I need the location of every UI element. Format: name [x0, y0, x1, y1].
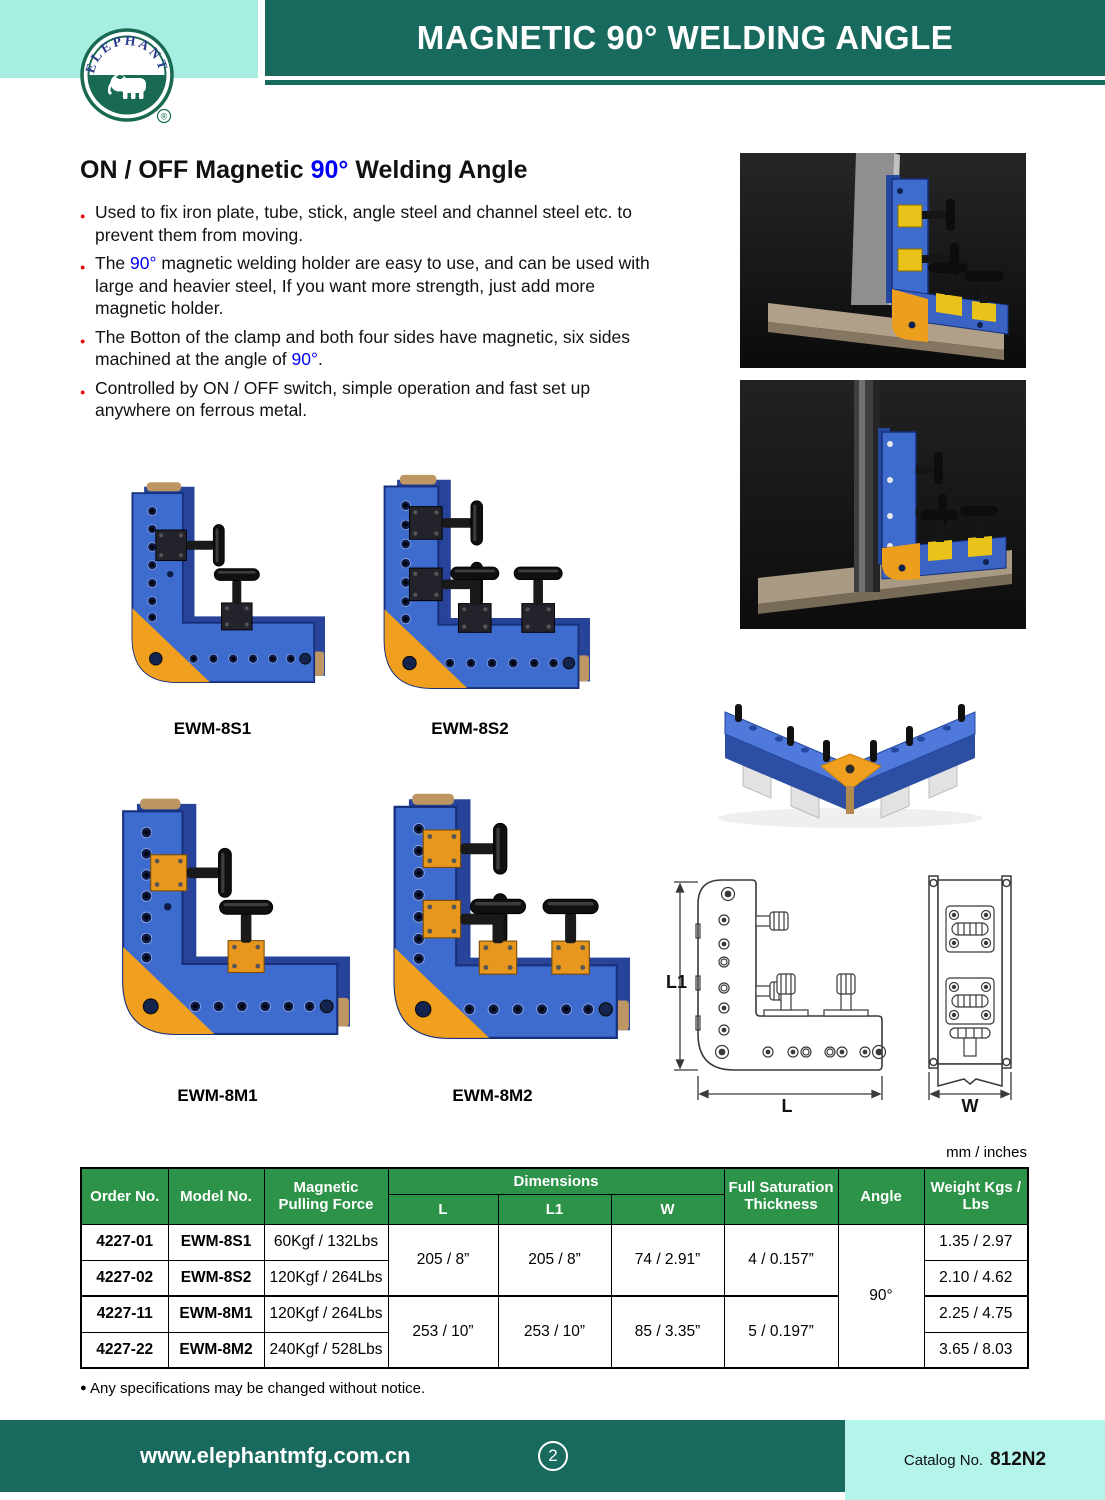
- cell-force: 120Kgf / 264Lbs: [264, 1260, 388, 1296]
- feature-list: [80, 201, 664, 428]
- col-header-model: Model No.: [168, 1168, 264, 1224]
- product-photo-ewm-8s1: [100, 472, 325, 719]
- brand-name: ELEPHANT: [82, 32, 172, 75]
- feature-item: ● The 90° magnetic welding holder are easy to use, and can be used with large and heavier steel, If you want more strength, just add more magnetic holder.: [80, 252, 664, 320]
- dim-label-l: L: [781, 1096, 793, 1114]
- feature-item: ● Controlled by ON / OFF switch, simple operation and fast set up anywhere on ferrous metal.: [80, 377, 664, 422]
- footnote-bullet: ●: [80, 1382, 87, 1394]
- feature-item: ● Used to fix iron plate, tube, stick, angle steel and channel steel etc. to prevent them from moving.: [80, 201, 664, 246]
- col-header-dimensions: Dimensions: [388, 1168, 724, 1194]
- col-header-l1: L1: [498, 1194, 611, 1224]
- dimension-drawing-side: [916, 866, 1024, 1119]
- feature-item: ● The Botton of the clamp and both four sides have magnetic, six sides machined at the angle of 90°.: [80, 326, 664, 371]
- col-header-thickness: Full Saturation Thickness: [724, 1168, 838, 1224]
- cell-thickness: 5 / 0.197”: [724, 1296, 838, 1368]
- catalog-block: [845, 1420, 1105, 1500]
- cell-model: EWM-8S1: [168, 1224, 264, 1260]
- header-bar: [265, 0, 1105, 76]
- product-label: EWM-8S2: [431, 719, 509, 738]
- col-header-order: Order No.: [81, 1168, 168, 1224]
- cell-thickness: 4 / 0.157”: [724, 1224, 838, 1296]
- cell-model: EWM-8S2: [168, 1260, 264, 1296]
- cell-dim-l1: 253 / 10”: [498, 1296, 611, 1368]
- website-url: www.elephantmfg.com.cn: [140, 1443, 411, 1468]
- cell-model: EWM-8M2: [168, 1332, 264, 1368]
- cell-force: 60Kgf / 132Lbs: [264, 1224, 388, 1260]
- product-label: EWM-8M1: [177, 1086, 258, 1105]
- unit-note: mm / inches: [946, 1144, 1027, 1161]
- catalog-number: 812N2: [990, 1449, 1047, 1470]
- cell-dim-w: 85 / 3.35”: [611, 1296, 724, 1368]
- brand-logo: [80, 28, 180, 128]
- page-title: MAGNETIC 90° WELDING ANGLE: [416, 19, 954, 56]
- svg-text:®: ®: [160, 111, 168, 122]
- col-header-angle: Angle: [838, 1168, 924, 1224]
- cell-order: 4227-01: [81, 1224, 168, 1260]
- cell-order: 4227-22: [81, 1332, 168, 1368]
- dim-label-w: W: [961, 1096, 979, 1114]
- cell-dim-l: 253 / 10”: [388, 1296, 498, 1368]
- cell-order: 4227-11: [81, 1296, 168, 1332]
- dim-label-l1: L1: [666, 972, 688, 992]
- cell-model: EWM-8M1: [168, 1296, 264, 1332]
- cell-weight: 1.35 / 2.97: [924, 1224, 1028, 1260]
- cell-dim-w: 74 / 2.91”: [611, 1224, 724, 1296]
- dimension-drawing-front: [658, 866, 908, 1119]
- elephant-logo-icon: [80, 28, 180, 128]
- cell-weight: 2.10 / 4.62: [924, 1260, 1028, 1296]
- table-footnote: [80, 1380, 425, 1397]
- cell-weight: 3.65 / 8.03: [924, 1332, 1028, 1368]
- product-photo-ewm-8m1: [85, 780, 350, 1083]
- col-header-w: W: [611, 1194, 724, 1224]
- spec-table: [80, 1167, 1029, 1369]
- section-title: ON / OFF Magnetic 90° Welding Angle: [80, 156, 528, 184]
- header-rule: [265, 80, 1105, 85]
- product-label: EWM-8M2: [452, 1086, 533, 1105]
- cell-force: 240Kgf / 528Lbs: [264, 1332, 388, 1368]
- catalog-label: Catalog No.: [903, 1451, 984, 1469]
- col-header-l: L: [388, 1194, 498, 1224]
- col-header-force: Magnetic Pulling Force: [264, 1168, 388, 1224]
- footer-bar: [0, 1420, 845, 1492]
- col-header-weight: Weight Kgs / Lbs: [924, 1168, 1028, 1224]
- cell-dim-l1: 205 / 8”: [498, 1224, 611, 1296]
- product-label: EWM-8S1: [173, 719, 252, 738]
- product-photo-ewm-8s2: [350, 472, 590, 719]
- page-number-badge: 2: [538, 1441, 568, 1471]
- cell-order: 4227-02: [81, 1260, 168, 1296]
- cell-force: 120Kgf / 264Lbs: [264, 1296, 388, 1332]
- registered-mark: [158, 110, 171, 123]
- footnote-text: Any specifications may be changed without notice.: [90, 1380, 426, 1397]
- application-photo-2: [740, 380, 1026, 634]
- cell-dim-l: 205 / 8”: [388, 1224, 498, 1296]
- application-photo-1: [740, 153, 1026, 373]
- cell-weight: 2.25 / 4.75: [924, 1296, 1028, 1332]
- product-top-view-photo: [695, 668, 1005, 843]
- cell-angle: 90°: [838, 1224, 924, 1368]
- table-row: [81, 1224, 1028, 1260]
- product-photo-ewm-8m2: [355, 780, 630, 1083]
